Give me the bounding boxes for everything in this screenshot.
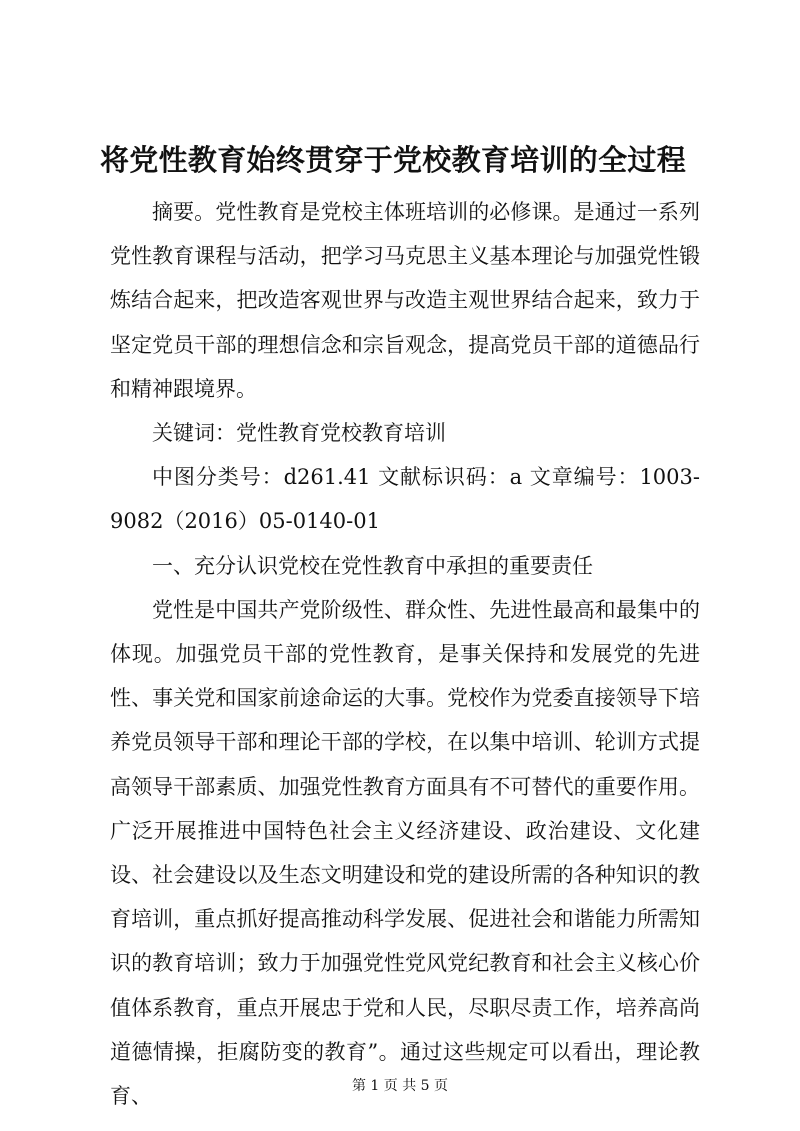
classification-paragraph: 中图分类号：d261.41 文献标识码：a 文章编号：1003-9082（2016）05-0140-01 [110,465,700,534]
body-paragraph: 党性是中国共产党阶级性、群众性、先进性最高和最集中的体现。加强党员干部的党性教育，是事关保持和发展党的先进性、事关党和国家前途命运的大事。党校作为党委直接领导下培养党员领导干部和理论干部的学校，在以集中培训、轮训方式提高领导干部素质、加强党性教育方面具有不可替代的重要作用。广泛开展推进中国特色社会主义经济建设、政治建设、文化建设、社会建设以及生态文明建设和党的建设所需的各种知识的教育培训，重点抓好提高推动科学发展、促进社会和谐能力所需知识的教育培训；致力于加强党性党风党纪教育和社会主义核心价值体系教育，重点开展忠于党和人民，尽职尽责工作，培养高尚道德情操，拒腐防变的教育”。通过这些规定可以看出，理论教育、 [110,597,700,1109]
keywords-paragraph: 关键词：党性教育党校教育培训 [152,421,446,446]
section-heading: 一、充分认识党校在党性教育中承担的重要责任 [152,553,593,578]
page-number-footer: 第 1 页 共 5 页 [351,1078,449,1094]
document-body [110,190,700,1118]
abstract-paragraph: 摘要。党性教育是党校主体班培训的必修课。是通过一系列党性教育课程与活动，把学习马克思主义基本理论与加强党性锻炼结合起来，把改造客观世界与改造主观世界结合起来，致力于坚定党员干部的理想信念和宗旨观念，提高党员干部的道德品行和精神跟境界。 [110,200,700,401]
document-title: 将党性教育始终贯穿于党校教育培训的全过程 [100,143,687,177]
